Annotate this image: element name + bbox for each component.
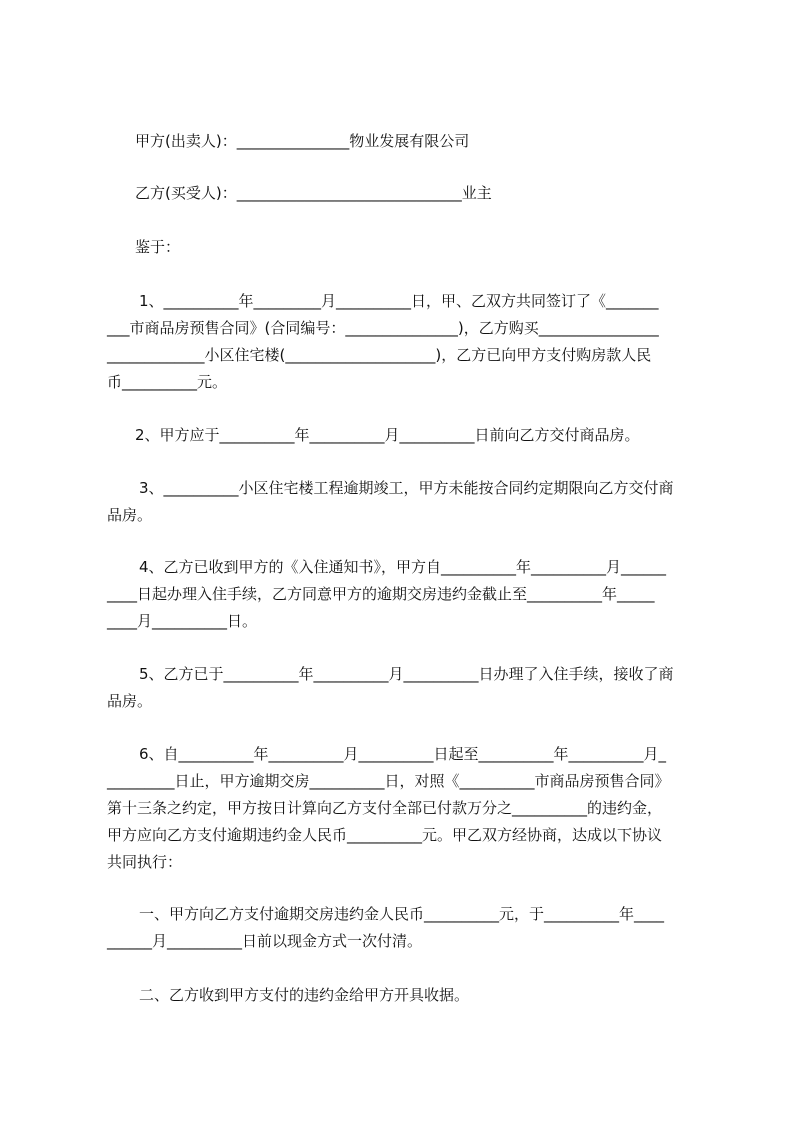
clause-6-line-5: 共同执行： (107, 853, 183, 871)
clause-1-line-4: 币__________元。 (107, 373, 228, 391)
clause-2-line-1: 2、甲方应于__________年__________月__________日前向乙方交付商品房。 (135, 426, 640, 444)
seller-line: 甲方(出卖人)：_______________物业发展有限公司 (135, 132, 470, 150)
clause-5-line-2: 品房。 (107, 692, 153, 710)
agreement-2-line-1: 二、乙方收到甲方支付的违约金给甲方开具收据。 (139, 986, 470, 1004)
agreement-1-line-1: 一、甲方向乙方支付逾期交房违约金人民币__________元，于__________年____ (139, 905, 665, 923)
clause-1-line-2: ___市商品房预售合同》(合同编号：_______________)，乙方购买________________ (107, 319, 659, 337)
clause-6-line-1: 6、自__________年__________月__________日起至__________年__________月_ (139, 745, 667, 763)
clause-3-line-2: 品房。 (107, 506, 153, 524)
agreement-1-line-2: ______月__________日前以现金方式一次付清。 (107, 932, 423, 950)
clause-6-line-3: 第十三条之约定，甲方按日计算向乙方支付全部已付款万分之__________的违约金， (107, 799, 663, 817)
buyer-line: 乙方(买受人)：______________________________业主 (135, 184, 492, 202)
clause-3-line-1: 3、__________小区住宅楼工程逾期竣工，甲方未能按合同约定期限向乙方交付商 (139, 479, 674, 497)
clause-6-line-2: _________日止，甲方逾期交房__________日，对照《__________市商品房预售合同》 (107, 772, 670, 790)
clause-4-line-1: 4、乙方已收到甲方的《入住通知书》，甲方自__________年__________月______ (139, 558, 667, 576)
clause-1-line-3: _____________小区住宅楼(____________________)，乙方已向甲方支付购房款人民 (107, 346, 652, 364)
clause-6-line-4: 甲方应向乙方支付逾期违约金人民币__________元。甲乙双方经协商，达成以下协议 (107, 826, 663, 844)
clause-1-line-1: 1、__________年_________月__________日，甲、乙双方共同签订了《_______ (139, 292, 659, 310)
clause-4-line-2: ____日起办理入住手续，乙方同意甲方的逾期交房违约金截止至__________年_____ (107, 585, 655, 603)
clause-5-line-1: 5、乙方已于__________年__________月__________日办理了入住手续，接收了商 (139, 665, 674, 683)
clause-4-line-3: ____月__________日。 (107, 612, 258, 630)
whereas-heading: 鉴于： (135, 238, 181, 256)
